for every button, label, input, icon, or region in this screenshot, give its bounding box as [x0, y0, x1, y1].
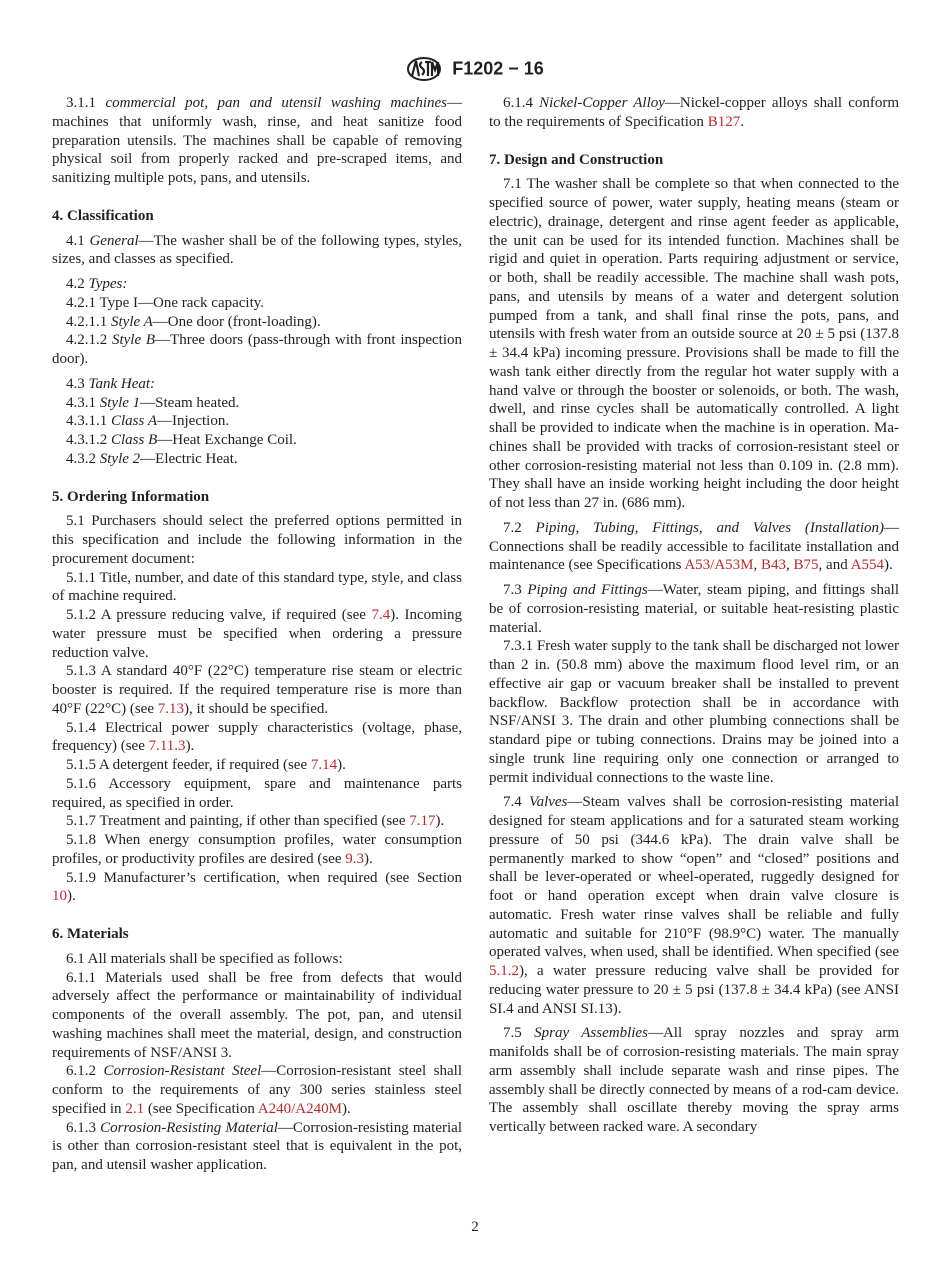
section-heading	[52, 488, 462, 507]
text-run: ).	[363, 850, 373, 867]
cross-reference-link[interactable]: 7.14	[310, 757, 338, 773]
paragraph	[52, 812, 462, 831]
left-column	[52, 94, 462, 1175]
text-run: 5.1.6 Accessory equipment, spare and maintenance parts required, as specified in order.	[52, 775, 462, 811]
text-run: ,	[786, 557, 794, 574]
text-run: 6.1.4	[503, 95, 540, 111]
italic-term: Corrosion-Resistant Steel	[103, 1063, 262, 1080]
text-run: ), a water pressure reducing valve shall be provided for reducing water pressure to 20 ± 5 psi (137.8 ± 34.4 kPa) (see ANSI SI.4 and ANSI SI.13).	[489, 963, 899, 1017]
text-run: 7.4	[503, 794, 530, 811]
text-run: —Three doors (pass-through with front inspection door).	[52, 332, 462, 367]
text-run: 6.1 All materials shall be specified as follows:	[66, 950, 343, 967]
text-run: —Steam valves shall be corrosion-resisting material designed for steam applications and for a saturated steam working pressure of 50 psi (344.6 kPa). The drain valve shall be permanently marked to show “open” and “closed” positions and shall be lever-operated or wheel-operated, ruggedly designed for foot or hand operation except when drain valve closure is automatic. Fresh water rinse valves shall be reliable and fully automatic and suitable for 210°F (98.9°C) water. The manually operated valves, when used, shall be identified. When specified (see	[489, 794, 900, 961]
italic-term: Style 2	[99, 450, 141, 467]
paragraph	[489, 519, 899, 575]
italic-term: Types:	[88, 276, 128, 292]
text-run: .	[740, 113, 744, 130]
text-run: —One door (front-loading).	[152, 313, 321, 330]
text-run: ).	[337, 757, 346, 773]
text-run: 4.2	[66, 276, 89, 292]
text-run: 4.3.1.1	[66, 413, 111, 430]
cross-reference-link[interactable]: 9.3	[345, 850, 364, 867]
italic-term: Style 1	[99, 394, 141, 411]
text-run: 4.2.1.2	[66, 332, 112, 349]
italic-term: Tank Heat:	[88, 375, 156, 392]
text-run: 6. Materials	[52, 926, 129, 942]
paragraph	[52, 756, 462, 775]
paragraph	[489, 637, 899, 787]
cross-reference-link[interactable]: 7.17	[409, 813, 436, 830]
text-run: ).	[435, 813, 445, 830]
text-run: 5.1.8 When energy consumption profiles, water consumption profiles, or productivity profiles are desired (see	[52, 832, 462, 867]
paragraph	[52, 969, 462, 1063]
text-run: ).	[341, 1100, 351, 1117]
text-run: 7.5	[503, 1025, 535, 1042]
text-run: 4.3.1	[66, 394, 100, 411]
text-run: —Electric Heat.	[140, 450, 238, 467]
italic-term: Spray Assemblies	[534, 1025, 648, 1042]
text-run: 6.1.3	[66, 1119, 101, 1136]
text-run: 7.3	[503, 582, 528, 598]
text-run: —The washer shall be of the following types, styles, sizes, and classes as specified.	[52, 232, 462, 268]
text-run: —Injection.	[157, 413, 230, 430]
paragraph	[52, 375, 462, 394]
text-run: 6.1.1 Materials used shall be free from defects that would adversely affect the performance or maintainability of individual components of the overall assembly. The pot, pan, and utensil washing machines shall meet the material, design, and construction requirements of NSF/ANSI 3.	[52, 969, 462, 1061]
text-run: 5.1.1 Title, number, and date of this standard type, style, and class of machine required.	[52, 569, 462, 605]
text-run: 7.3.1 Fresh water supply to the tank shall be discharged not lower than 2 in. (50.8 mm) above the maximum flood level rim, or an effective air gap or vacuum breaker shall be installed to prevent backflow. Backflow protection shall be in accordance with NSF/ANSI 3. The drain and other plumbing connections shall be standard pipe or tubing connections. Drains may be joined into a single trunk line requiring only one connection or arranged to permit individual connections to the waste line.	[489, 638, 899, 786]
text-run: —Water, steam piping, and fittings shall be of corrosion-resisting material, or suitable heat-resisting plastic material.	[489, 582, 900, 636]
page-number: 2	[471, 1219, 479, 1235]
paragraph	[52, 869, 462, 907]
text-run: 5.1.2 A pressure reducing valve, if required (see	[66, 607, 372, 623]
paragraph	[489, 1024, 899, 1137]
cross-reference-link[interactable]: 2.1	[125, 1100, 145, 1117]
cross-reference-link[interactable]: 7.13	[157, 700, 184, 717]
astm-logo-icon	[406, 56, 442, 82]
text-run: 4.2.1.1	[66, 313, 111, 330]
text-run: ,	[753, 557, 762, 574]
text-run: —Connections shall be readily accessible to facilitate installation and maintenance (see Specifications	[489, 519, 899, 574]
text-run: 3.1.1	[66, 95, 106, 111]
italic-term: General	[89, 232, 139, 249]
paragraph	[489, 793, 899, 1018]
paragraph	[489, 581, 899, 637]
text-run: 7. Design and Construction	[489, 151, 664, 168]
paragraph	[52, 394, 462, 413]
text-run: —All spray nozzles and spray arm manifolds shall be of corrosion-resisting materials. The main spray arm assembly shall include separate wash and rinse pipes. The assembly shall be directly connected by means of a rod-cam device. The assembly shall oscillate thereby moving the spray arms vertically between racked ware. A secondary	[489, 1025, 900, 1135]
cross-reference-link[interactable]: B43	[761, 557, 787, 574]
italic-term: Nickel-Copper Alloy	[539, 95, 665, 111]
text-run: 6.1.2	[66, 1063, 104, 1080]
text-run: 5.1.3 A standard 40°F (22°C) temperature rise steam or electric booster is required. If the required temperature rise is more than 40°F (22°C) (see	[52, 663, 462, 717]
paragraph	[52, 775, 462, 813]
paragraph	[52, 606, 462, 662]
italic-term: Style A	[111, 313, 153, 330]
text-run: ), it should be specified.	[183, 700, 329, 717]
text-run: —machines that uniformly wash, rinse, and heat sanitize food preparation utensils. The machines shall be capable of removing physical soil from properly racked and pre-scraped items, and sanitizing multiple pots, pans, and utensils.	[52, 95, 462, 186]
text-run: 7.2	[503, 519, 536, 536]
text-run: ).	[185, 738, 195, 755]
italic-term: Valves	[529, 794, 568, 811]
italic-term: Piping and Fittings	[527, 582, 648, 598]
cross-reference-link[interactable]: A53/A53M	[684, 557, 754, 574]
text-run: 4.3	[66, 375, 89, 392]
paragraph	[52, 569, 462, 607]
text-run: ). Incoming water pressure must be specified when ordering a pressure reduction valve.	[52, 607, 463, 661]
text-run: ).	[67, 888, 76, 905]
cross-reference-link[interactable]: 7.4	[371, 607, 391, 623]
cross-reference-link[interactable]: A240/A240M	[257, 1100, 342, 1117]
right-column	[489, 94, 899, 1137]
italic-term: Style B	[111, 332, 156, 349]
page-header	[0, 56, 950, 82]
text-run: 4.3.2	[66, 450, 100, 467]
cross-reference-link[interactable]: A554	[850, 557, 884, 574]
text-run: —Nickel-copper alloys shall conform to the requirements of Specification	[489, 95, 900, 130]
text-run: , and	[818, 557, 851, 574]
paragraph	[52, 232, 462, 270]
standard-designation: F1202 − 16	[452, 58, 544, 79]
paragraph	[489, 175, 899, 513]
text-run: —Heat Exchange Coil.	[157, 432, 297, 448]
italic-term: Class A	[111, 413, 157, 430]
paragraph	[52, 450, 462, 469]
cross-reference-link[interactable]: B75	[793, 557, 819, 574]
paragraph	[52, 94, 462, 188]
italic-term: Class B	[111, 432, 158, 448]
text-run: (see Specification	[144, 1100, 258, 1117]
paragraph	[52, 275, 462, 294]
text-run: 7.1 The washer shall be complete so that when connected to the specified source of power, water supply, heating means (steam or electric), drainage, detergent and rinse agent feeder as applicable, the unit can be used for its intended function. Machines shall be rigid and quiet in operation. Parts requiring adjustment or service, or both, shall be readily accessible. The machine shall wash pots, pans, and utensils by means of a water and detergent solution pumped from a tank, and shall final rinse the pots, pans, and utensils with fresh water from an outside source at 20 ± 5 psi (137.8 ± 34.4 kPa) incoming pressure. Provisions shall be made to fill the wash tank either directly from the regular hot water supply with a hand valve or through the booster or solenoids, or both. The wash, dwell, and rinse cycles shall be automatically controlled. A light shall be provided to indicate when the machine is in operation. Machines shall be provided with tracks of corrosion-resistant steel or other corrosion-resisting material not less than 0.109 in. (2.8 mm). They shall have an inside working height including the door height of not less than 27 in. (686 mm).	[489, 176, 899, 511]
text-run: 5.1.4 Electrical power supply characteristics (voltage, phase, frequency) (see	[52, 719, 462, 755]
paragraph	[52, 719, 462, 757]
text-run: 4.3.1.2	[66, 432, 111, 448]
paragraph	[52, 331, 462, 369]
paragraph	[52, 294, 462, 313]
cross-reference-link[interactable]: 7.11.3	[148, 738, 186, 755]
text-run: 5.1.7 Treatment and painting, if other than specified (see	[66, 813, 410, 830]
italic-term: commercial pot, pan and utensil washing machines	[105, 95, 447, 111]
cross-reference-link[interactable]: 5.1.2	[489, 963, 519, 979]
text-run: 5.1 Purchasers should select the preferred options permitted in this specification and include the following information in the procurement document:	[52, 513, 462, 567]
text-run: 5.1.9 Manufacturer’s certification, when required (see Section	[66, 869, 462, 886]
paragraph	[52, 313, 462, 332]
paragraph	[52, 512, 462, 568]
section-heading	[52, 925, 462, 944]
text-run: —Steam heated.	[140, 394, 240, 411]
text-run: —Corrosion-resisting material is other than corrosion-resistant steel that is equivalent in the pot, pan, and utensil washer application.	[52, 1119, 462, 1173]
section-heading	[489, 151, 899, 170]
italic-term: Corrosion-Resisting Material	[100, 1119, 278, 1136]
text-run: 4.2.1 Type I—One rack capacity.	[66, 294, 265, 311]
paragraph	[52, 950, 462, 969]
text-run: ).	[883, 557, 893, 574]
paragraph	[52, 1119, 462, 1175]
paragraph	[52, 662, 462, 718]
paragraph	[52, 831, 462, 869]
paragraph	[52, 431, 462, 450]
italic-term: Piping, Tubing, Fittings, and Valves (Installation)	[535, 519, 884, 536]
text-run: 4.1	[66, 232, 90, 249]
text-run: —Corrosion-resistant steel shall conform to the requirements of any 300 series stainless steel specified in	[52, 1063, 462, 1117]
text-run: 4. Classification	[52, 207, 154, 224]
paragraph	[52, 1062, 462, 1118]
paragraph	[52, 412, 462, 431]
section-heading	[52, 207, 462, 226]
cross-reference-link[interactable]: B127	[707, 113, 741, 130]
paragraph	[489, 94, 899, 132]
text-run: 5.1.5 A detergent feeder, if required (see	[66, 757, 311, 773]
cross-reference-link[interactable]: 10	[52, 888, 67, 905]
text-run: 5. Ordering Information	[52, 488, 210, 505]
